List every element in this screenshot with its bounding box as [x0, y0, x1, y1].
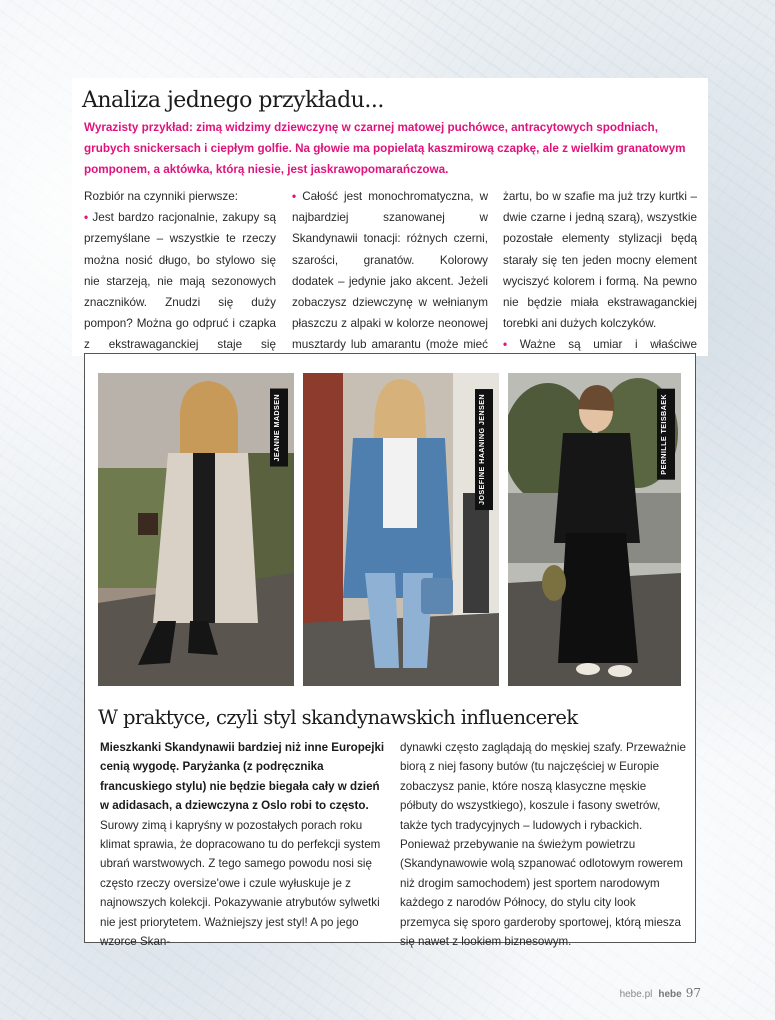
article-headline: Analiza jednego przykładu... [82, 88, 384, 113]
practice-lead: Mieszkanki Skandynawii bardziej niż inne Europejki cenią wygodę. Paryżanka (z podręcznika francuskiego stylu) nie będzie biegała cały w dzień w adidasach, a dziewczyna z Oslo robi to często. [100, 741, 385, 813]
photo-credit: JOSEFINE HAANING JENSEN [475, 389, 493, 510]
practice-column-2 [400, 738, 686, 951]
practice-column-1 [100, 738, 386, 951]
practice-body-part-1: Surowy zimą i kapryśny w pozostałych porach roku klimat sprawia, że dopracowano tu do perfekcji system ubrań warstwowych. Z tego samego powodu nosi się często rzeczy oversize'owe i czule wyłuskuje je z najnowszych kolekcji. Pokazywanie atrybutów sylwetki nie jest priorytetem. Ważniejszy jest styl! A po jego wzorce Skan- [100, 818, 381, 949]
footer-brand-logo: hebe [658, 989, 682, 1000]
bullet-2-text-continued: żartu, bo w szafie ma już trzy kurtki – dwie czarne i jedną szarą), wszystkie pozostałe elementy stylizacji będą starały się ten jeden mocny element wyciszyć kolorem i formą. Na pewno nie będzie miała ekstrawaganckiej torebki ani dużych kolczyków. [503, 190, 697, 331]
photo-jeanne-madsen [98, 373, 294, 686]
photo-credit: PERNILLE TEISBAEK [657, 389, 675, 480]
article-column-1 [84, 186, 276, 377]
page-footer [620, 986, 701, 1000]
bullet-3-text: Ważne są umiar i właściwe [519, 338, 697, 352]
bullet-2-text: Całość jest monochromatyczna, w najbardziej szanowanej w Skandynawii tonacji: różnych czerni, szarości, granatów. Kolorowy dodatek – jedynie jako akcent. Jeżeli zobaczysz dziewczynę w wełnianym płaszczu z alpaki w kolorze neonowej musztardy lub amarantu (może mieć [292, 190, 489, 352]
bullet-1-text: Jest bardzo racjonalnie, zakupy są przemyślane – wszystkie te rzeczy można nosić długo, bo stylowo się nie starzeją, nie mają sezonowych znaczników. Znudzi się duży pompon? Można go odpruć i czapka z ekstrawaganckiej staje się [84, 211, 277, 352]
intro-text: Rozbiór na czynniki pierwsze: [84, 190, 238, 203]
article-column-2 [292, 186, 488, 377]
woman-blue-coat-photo-icon [303, 373, 499, 686]
footer-site: hebe.pl [619, 989, 653, 1000]
bullet-dot-icon: • [503, 338, 508, 352]
bullet-dot-icon: • [84, 211, 89, 225]
bullet-dot-icon: • [292, 190, 297, 203]
practice-body-part-2: dynawki często zaglądają do męskiej szafy. Przeważnie biorą z niej fasony butów (tu najczęściej w Europie zobaczysz panie, które noszą klasyczne męskie półbuty do wszystkiego), koszule i fasony swetrów, także tych tradycyjnych – ludowych i rybackich. Ponieważ przebywanie na świeżym powietrzu (Skandynawowie wolą szpanować odlotowym rowerem niż drogim samochodem) jest sportem narodowym każdego z narodów Północy, do stylu city look przemyca się sporo garderoby sportowej, którą miesza się nawet z lookiem biznesowym. [400, 741, 686, 949]
photo-pernille-teisbaek [508, 373, 681, 686]
photo-credit: JEANNE MADSEN [270, 389, 288, 467]
woman-black-outfit-photo-icon [508, 373, 681, 686]
article-column-3 [503, 186, 697, 377]
photo-josefine-haaning-jensen [303, 373, 499, 686]
page-number: 97 [685, 986, 701, 1000]
woman-beige-coat-photo-icon [98, 373, 294, 686]
article-lead: Wyrazisty przykład: zimą widzimy dziewczynę w czarnej matowej puchówce, antracytowych spodniach, grubych snickersach i ciepłym golfie. Na głowie ma popielatą kaszmirową czapkę, ale z wielkim granatowym pomponem, a aktówka, którą niesie, jest jaskrawopomarańczowa. [84, 121, 686, 176]
practice-headline: W praktyce, czyli styl skandynawskich influencerek [98, 706, 578, 729]
